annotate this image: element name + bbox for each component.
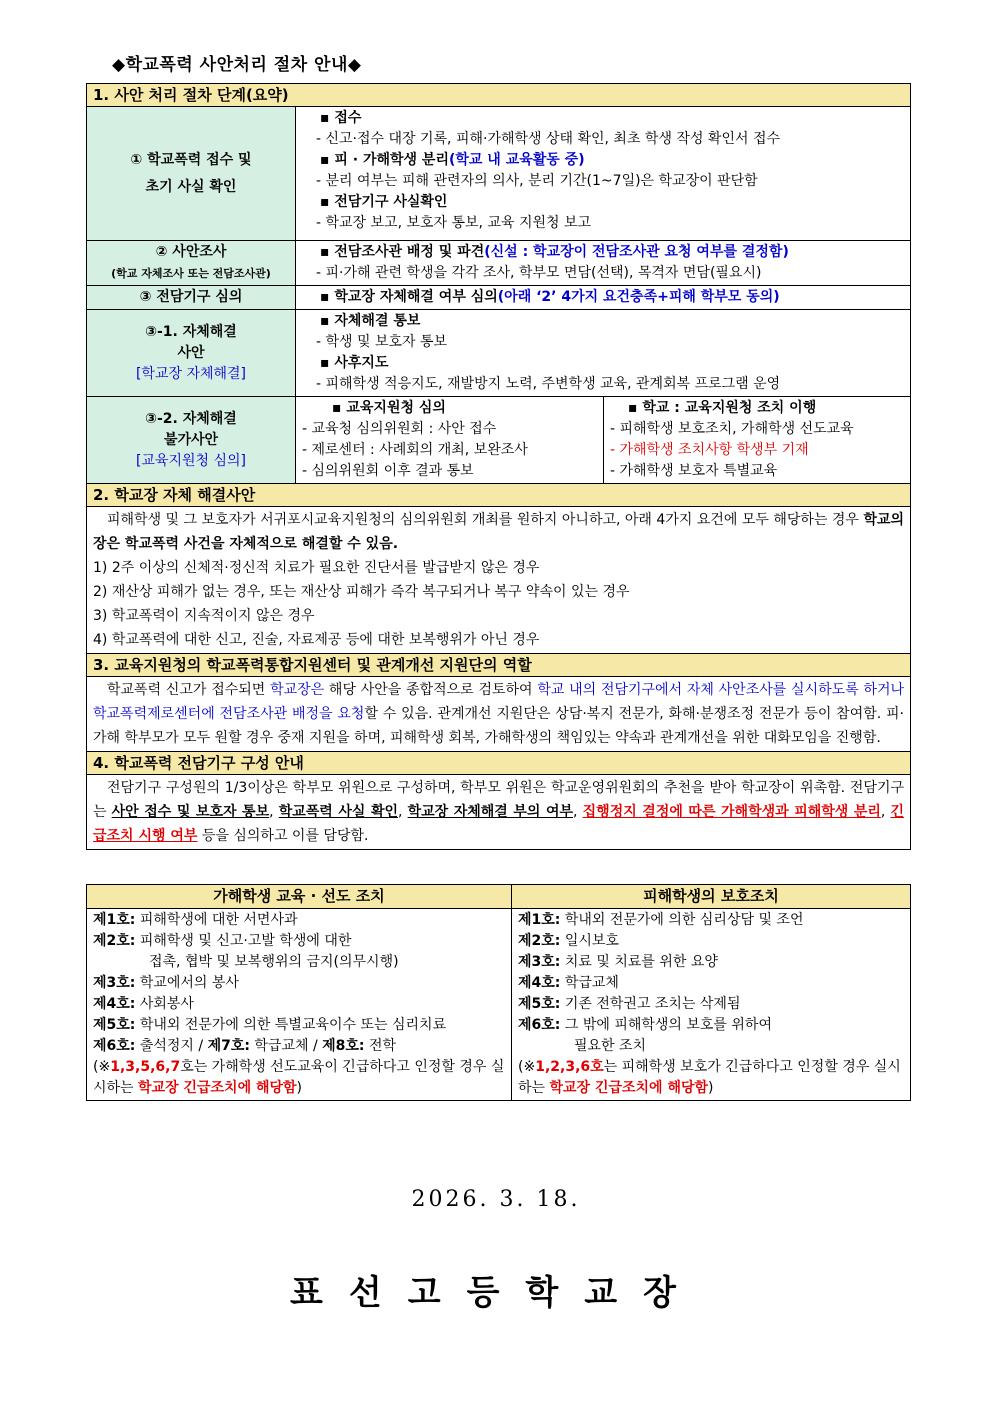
offender-measures-heading: 가해학생 교육 · 선도 조치 — [87, 885, 512, 909]
step-3-2-office-review: ▪ 교육지원청 심의 - 교육청 심의위원회 : 사안 접수 - 제로센터 : 사례회의 개최, 보완조사 - 심의위원회 이후 결과 통보 — [296, 397, 604, 484]
step-3-content: ▪ 학교장 자체해결 여부 심의(아래 ‘2’ 4가지 요건충족+피해 학부모 동의) — [296, 286, 911, 310]
victim-measures-note: (※1,2,3,6호는 피해학생 보호가 긴급하다고 인정할 경우 실시하는 학교장 긴급조치에 해당함) — [518, 1059, 901, 1096]
measure-item: 제4호: 학급교체 — [518, 975, 619, 991]
section-3-body: 학교폭력 신고가 접수되면 학교장은 해당 사안을 종합적으로 검토하여 학교 내의 전담기구에서 자체 사안조사를 실시하도록 하거나 학교폭력제로센터에 전담조사관 배정을 요청할 수 있음. 관계개선 지원단은 상담·복지 전문가, 화해·분쟁조정 전문가 등이 참여함. 피·가해 학부모가 모두 원할 경우 중재 지원을 하며, 피해학생 회복, 가해학생의 책임있는 약속과 관계개선을 위한 대화모임을 진행함. — [87, 677, 911, 752]
section-2-body: 피해학생 및 그 보호자가 서귀포시교육지원청의 심의위원회 개최를 원하지 아니하고, 아래 4가지 요건에 모두 해당하는 경우 학교의 장은 학교폭력 사건을 자체적으로 해결할 수 있음. 1) 2주 이상의 신체적·정신적 치료가 필요한 진단서를 발급받지 않은 경우 2) 재산상 피해가 없는 경우, 또는 재산상 피해가 즉각 복구되거나 복구 약속이 있는 경우 3) 학교폭력이 지속적이지 않은 경우 4) 학교폭력에 대한 신고, 진술, 자료제공 등에 대한 보복행위가 아닌 경우 — [87, 507, 911, 654]
offender-measures-list — [87, 909, 512, 1101]
step-3-1-content: ▪ 자체해결 통보 - 학생 및 보호자 통보 ▪ 사후지도 - 피해학생 적응지도, 재발방지 노력, 주변학생 교육, 관계회복 프로그램 운영 — [296, 310, 911, 397]
section-4-heading: 4. 학교폭력 전담기구 구성 안내 — [87, 752, 911, 775]
victim-measures-list — [512, 909, 911, 1101]
step-1-label: ① 학교폭력 접수 및 초기 사실 확인 — [87, 107, 296, 241]
signer: 표선고등학교장 — [290, 1273, 702, 1313]
procedure-table — [86, 83, 911, 850]
step-3-2-school-action: ▪ 학교 : 교육지원청 조치 이행 - 피해학생 보호조치, 가해학생 선도교육 - 가해학생 조치사항 학생부 기재 - 가해학생 보호자 특별교육 — [604, 397, 911, 484]
section-1-heading: 1. 사안 처리 절차 단계(요약) — [87, 84, 911, 107]
section-4-body: 전담기구 구성원의 1/3이상은 학부모 위원으로 구성하며, 학부모 위원은 학교운영위원회의 추천을 받아 학교장이 위촉함. 전담기구는 사안 접수 및 보호자 통보, 학교폭력 사실 확인, 학교장 자체해결 부의 여부, 집행정지 결정에 따른 가해학생과 피해학생 분리, 긴급조치 시행 여부 등을 심의하고 이를 담당함. — [87, 775, 911, 850]
measure-item: 제3호: 치료 및 치료를 위한 요양 — [518, 954, 718, 970]
section-2-heading: 2. 학교장 자체 해결사안 — [87, 484, 911, 507]
victim-measures-heading: 피해학생의 보호조치 — [512, 885, 911, 909]
step-2-label: ② 사안조사 (학교 자체조사 또는 전담조사관) — [87, 241, 296, 286]
step-3-2-label: ③-2. 자체해결 불가사안 [교육지원청 심의] — [87, 397, 296, 484]
page-title: ◆학교폭력 사안처리 절차 안내◆ — [112, 55, 362, 75]
measure-item: 제3호: 학교에서의 봉사 — [93, 975, 239, 991]
measure-item: 접촉, 협박 및 보복행위의 금지(의무시행) — [149, 954, 399, 970]
step-2-content: ▪ 전담조사관 배정 및 파견(신설 : 학교장이 전담조사관 요청 여부를 결정함) - 피·가해 관련 학생을 각각 조사, 학부모 면담(선택), 목격자 면담(필요시) — [296, 241, 911, 286]
measure-item: 제5호: 학내외 전문가에 의한 특별교육이수 또는 심리치료 — [93, 1017, 447, 1033]
offender-measures-note: (※1,3,5,6,7호는 가해학생 선도교육이 긴급하다고 인정할 경우 실시하는 학교장 긴급조치에 해당함) — [93, 1059, 505, 1096]
section-3-heading: 3. 교육지원청의 학교폭력통합지원센터 및 관계개선 지원단의 역할 — [87, 654, 911, 677]
measure-item: 제2호: 일시보호 — [518, 933, 619, 949]
measure-item: 필요한 조치 — [574, 1038, 647, 1054]
measure-item: 제1호: 피해학생에 대한 서면사과 — [93, 912, 298, 928]
step-3-label: ③ 전담기구 심의 — [87, 286, 296, 310]
measure-item: 제6호: 그 밖에 피해학생의 보호를 위하여 — [518, 1017, 772, 1033]
measure-item: 제4호: 사회봉사 — [93, 996, 194, 1012]
document-date: 2026. 3. 18. — [411, 1187, 581, 1212]
measure-item: 제5호: 기존 전학권고 조치는 삭제됨 — [518, 996, 741, 1012]
step-1-content: ▪ 접수 - 신고·접수 대장 기록, 피해·가해학생 상태 확인, 최초 학생 작성 확인서 접수 ▪ 피 · 가해학생 분리(학교 내 교육활동 중) - 분리 여부는 피해 관련자의 의사, 분리 기간(1~7일)은 학교장이 판단함 ▪ 전담기구 사실확인 - 학교장 보고, 보호자 통보, 교육 지원청 보고 — [296, 107, 911, 241]
step-3-1-label: ③-1. 자체해결 사안 [학교장 자체해결] — [87, 310, 296, 397]
measure-item: 제6호: 출석정지 / 제7호: 학급교체 / 제8호: 전학 — [93, 1038, 397, 1054]
measure-item: 제2호: 피해학생 및 신고·고발 학생에 대한 — [93, 933, 352, 949]
measures-table — [86, 884, 911, 1101]
measure-item: 제1호: 학내외 전문가에 의한 심리상담 및 조언 — [518, 912, 804, 928]
